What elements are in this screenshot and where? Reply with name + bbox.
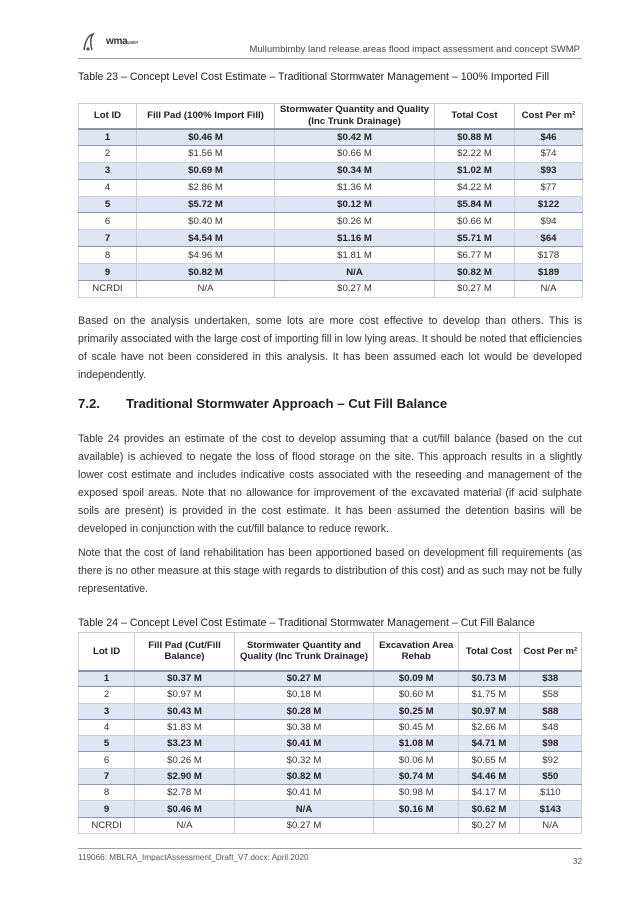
table-cell: N/A <box>515 281 583 298</box>
paragraph-rehabilitation: Note that the cost of land rehabilitation has been apportioned based on development fill requirements (as there is no other measure at this stage with regards to distribution of this cost) and as such may not be fully representative. <box>78 547 582 595</box>
table-row <box>79 687 582 703</box>
table-cell: $110 <box>519 785 581 801</box>
table-cell: $0.46 M <box>137 129 275 146</box>
table-cell: $4.46 M <box>459 768 519 784</box>
table-cell: 2 <box>79 145 137 162</box>
table-cell: $0.98 M <box>374 785 459 801</box>
table-cell: $4.22 M <box>435 179 515 196</box>
table-row <box>79 129 583 146</box>
paragraph-cut-fill: Table 24 provides an estimate of the cost to develop assuming that a cut/fill balance (based on the cut available) is achieved to negate the loss of flood storage on the site. This approach results in a slightly lower cost estimate and includes indicative costs associated with the reseeding and management of the exposed spoil areas. Note that no allowance for improvement of the excavated material (if acid sulphate soils are present) is provided in the cost estimate. It has been assumed the detention basins will be developed in conjunction with the cut/fill balance to reduce rework. <box>78 433 582 535</box>
column-header: Lot ID <box>79 633 135 671</box>
table-cell: $5.71 M <box>435 230 515 247</box>
table-cell: $0.65 M <box>459 752 519 768</box>
table-cell: $0.41 M <box>234 785 373 801</box>
table-cell: $88 <box>519 703 581 719</box>
table-cell: $4.96 M <box>137 247 275 264</box>
table-cell: 1 <box>79 129 137 146</box>
table-row <box>79 703 582 719</box>
table23 <box>78 103 583 298</box>
table-cell: $0.41 M <box>234 736 373 752</box>
table24-caption: Table 24 – Concept Level Cost Estimate – Traditional Stormwater Management – Cut Fill Balance <box>78 617 535 629</box>
table-cell: $93 <box>515 162 583 179</box>
table-cell: $0.27 M <box>275 281 435 298</box>
table-cell: $2.78 M <box>135 785 235 801</box>
table-cell: $2.90 M <box>135 768 235 784</box>
table-header-row <box>79 104 583 129</box>
table-cell: $0.46 M <box>135 801 235 817</box>
table-row <box>79 145 583 162</box>
section-number: 7.2. <box>78 396 100 411</box>
table-cell: $0.25 M <box>374 703 459 719</box>
table-cell: $189 <box>515 264 583 281</box>
table-cell: N/A <box>275 264 435 281</box>
table-cell: $0.27 M <box>459 817 519 833</box>
table-cell: $4.54 M <box>137 230 275 247</box>
table-cell: $5.84 M <box>435 196 515 213</box>
table-cell: $0.16 M <box>374 801 459 817</box>
column-header: Fill Pad (Cut/Fill Balance) <box>135 633 235 671</box>
section-title: Traditional Stormwater Approach – Cut Fill Balance <box>126 396 448 411</box>
table-cell: $0.37 M <box>135 671 235 687</box>
page-number: 32 <box>572 857 582 866</box>
table-cell: $0.74 M <box>374 768 459 784</box>
table-cell: $0.32 M <box>234 752 373 768</box>
table-cell: $0.26 M <box>135 752 235 768</box>
table-cell: $4.17 M <box>459 785 519 801</box>
table-cell: $0.97 M <box>459 703 519 719</box>
column-header: Stormwater Quantity and Quality (Inc Trunk Drainage) <box>275 104 435 129</box>
table-cell: 3 <box>79 162 137 179</box>
table-cell: $0.40 M <box>137 213 275 230</box>
table-header-row <box>79 633 582 671</box>
table-cell: $1.56 M <box>137 145 275 162</box>
column-header: Excavation Area Rehab <box>374 633 459 671</box>
table-cell: 1 <box>79 671 135 687</box>
table-cell: 4 <box>79 179 137 196</box>
table-cell: $0.45 M <box>374 719 459 735</box>
wma-logo-icon <box>80 30 106 56</box>
table-row <box>79 817 582 833</box>
table24 <box>78 632 582 834</box>
table-cell: $77 <box>515 179 583 196</box>
logo-subtext: water <box>127 40 139 46</box>
column-header: Total Cost <box>459 633 519 671</box>
table-cell: 7 <box>79 230 137 247</box>
table-cell: $0.27 M <box>234 817 373 833</box>
table-cell: 8 <box>79 247 137 264</box>
footer-document-ref: 119066: MBLRA_ImpactAssessment_Draft_V7.docx: April 2020 <box>78 853 309 862</box>
table-row <box>79 196 583 213</box>
table-cell: $0.18 M <box>234 687 373 703</box>
table-cell: $58 <box>519 687 581 703</box>
column-header: Total Cost <box>435 104 515 129</box>
table-cell: 6 <box>79 752 135 768</box>
table-row <box>79 719 582 735</box>
table-cell: $0.73 M <box>459 671 519 687</box>
table-row <box>79 752 582 768</box>
table-cell: $2.66 M <box>459 719 519 735</box>
table-cell: $0.88 M <box>435 129 515 146</box>
table-cell: 2 <box>79 687 135 703</box>
table-cell: $0.27 M <box>435 281 515 298</box>
section-heading <box>78 396 447 411</box>
wma-logo <box>80 30 160 56</box>
table-row <box>79 213 583 230</box>
table-cell: $1.02 M <box>435 162 515 179</box>
table-cell: 5 <box>79 736 135 752</box>
table-cell: $0.97 M <box>135 687 235 703</box>
table-cell: N/A <box>135 817 235 833</box>
table-cell: $0.43 M <box>135 703 235 719</box>
table-cell: $0.27 M <box>234 671 373 687</box>
table-cell: $0.42 M <box>275 129 435 146</box>
table-cell: $0.62 M <box>459 801 519 817</box>
table-cell: $98 <box>519 736 581 752</box>
table-cell: $122 <box>515 196 583 213</box>
table23-caption: Table 23 – Concept Level Cost Estimate – Traditional Stormwater Management – 100% Imported Fill <box>78 71 550 83</box>
table-cell: $0.82 M <box>234 768 373 784</box>
column-header: Cost Per m² <box>515 104 583 129</box>
table-row <box>79 768 582 784</box>
table-cell: $0.60 M <box>374 687 459 703</box>
table-cell: $48 <box>519 719 581 735</box>
table-row <box>79 801 582 817</box>
table-cell: $94 <box>515 213 583 230</box>
table-cell: 8 <box>79 785 135 801</box>
logo-text: wmawater <box>106 36 139 47</box>
column-header: Fill Pad (100% Import Fill) <box>137 104 275 129</box>
table-cell: $0.26 M <box>275 213 435 230</box>
table-cell: $50 <box>519 768 581 784</box>
table-cell <box>374 817 459 833</box>
page-footer <box>78 848 582 866</box>
table-row <box>79 281 583 298</box>
table-row <box>79 785 582 801</box>
table-cell: $0.82 M <box>435 264 515 281</box>
table-cell: 9 <box>79 264 137 281</box>
column-header: Stormwater Quantity and Quality (Inc Trunk Drainage) <box>234 633 373 671</box>
table-cell: $0.66 M <box>435 213 515 230</box>
table-row <box>79 162 583 179</box>
table-cell: $0.82 M <box>137 264 275 281</box>
column-header: Lot ID <box>79 104 137 129</box>
table-cell: $0.28 M <box>234 703 373 719</box>
table-row <box>79 179 583 196</box>
table-cell: $0.09 M <box>374 671 459 687</box>
table-cell: $1.83 M <box>135 719 235 735</box>
table-row <box>79 247 583 264</box>
table-row <box>79 230 583 247</box>
table-cell: NCRDI <box>79 281 137 298</box>
table-cell: $92 <box>519 752 581 768</box>
table-cell: $178 <box>515 247 583 264</box>
table-row <box>79 264 583 281</box>
table-cell: 9 <box>79 801 135 817</box>
table-cell: 7 <box>79 768 135 784</box>
column-header: Cost Per m² <box>519 633 581 671</box>
table-cell: $2.22 M <box>435 145 515 162</box>
table-cell: $0.12 M <box>275 196 435 213</box>
table-cell: N/A <box>519 817 581 833</box>
paragraph-cost-effectiveness: Based on the analysis undertaken, some lots are more cost effective to develop than others. This is primarily associated with the large cost of importing fill in low lying areas. It should be noted that efficiencies of scale have not been considered in this analysis. It has been assumed each lot would be developed independently. <box>78 315 582 381</box>
table-cell: $2.86 M <box>137 179 275 196</box>
table-cell: $1.36 M <box>275 179 435 196</box>
table-cell: 4 <box>79 719 135 735</box>
table-cell: N/A <box>234 801 373 817</box>
table-cell: $74 <box>515 145 583 162</box>
table-row <box>79 671 582 687</box>
table-cell: $143 <box>519 801 581 817</box>
table-cell: $4.71 M <box>459 736 519 752</box>
table-cell: $1.08 M <box>374 736 459 752</box>
table-cell: $0.66 M <box>275 145 435 162</box>
table-cell: $5.72 M <box>137 196 275 213</box>
table-cell: $6.77 M <box>435 247 515 264</box>
table-row <box>79 736 582 752</box>
table-cell: $0.38 M <box>234 719 373 735</box>
header-title: Mullumbimby land release areas flood impact assessment and concept SWMP <box>249 44 580 55</box>
table-cell: 6 <box>79 213 137 230</box>
table-cell: $1.75 M <box>459 687 519 703</box>
table-cell: $3.23 M <box>135 736 235 752</box>
table-cell: 3 <box>79 703 135 719</box>
page-header <box>78 28 582 59</box>
table-cell: N/A <box>137 281 275 298</box>
table-cell: $0.69 M <box>137 162 275 179</box>
table-cell: 5 <box>79 196 137 213</box>
table-cell: $0.34 M <box>275 162 435 179</box>
table-cell: $64 <box>515 230 583 247</box>
table-cell: $38 <box>519 671 581 687</box>
table-cell: $46 <box>515 129 583 146</box>
table-cell: $0.06 M <box>374 752 459 768</box>
table-cell: $1.81 M <box>275 247 435 264</box>
table-cell: NCRDI <box>79 817 135 833</box>
table-cell: $1.16 M <box>275 230 435 247</box>
